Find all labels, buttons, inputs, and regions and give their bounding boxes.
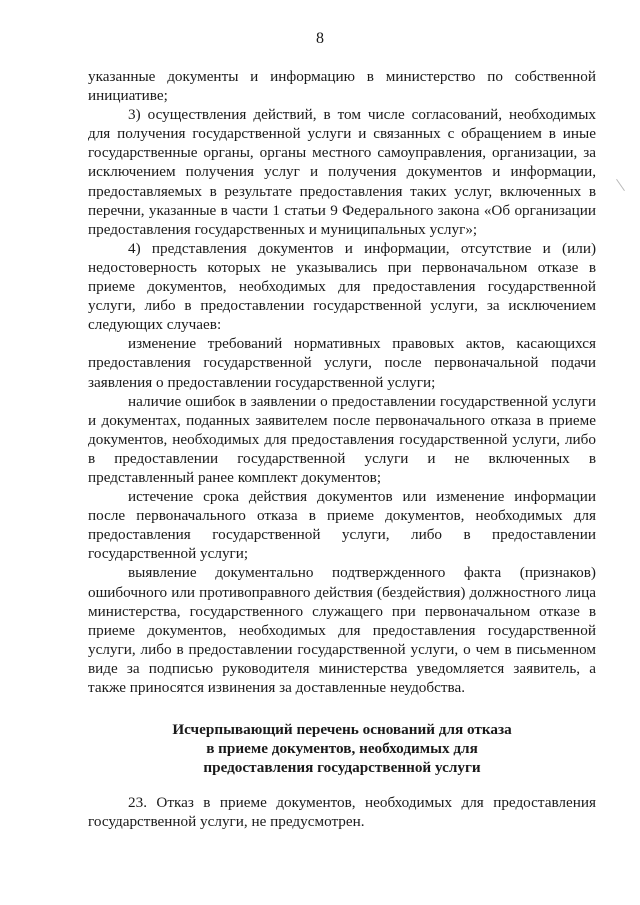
- section-heading-line: Исчерпывающий перечень оснований для отказа: [172, 721, 512, 738]
- page-number: 8: [316, 30, 324, 47]
- section-heading-line: в приеме документов, необходимых для: [206, 740, 478, 758]
- paragraph-item-4: 4) представления документов и информации, отсутствие и (или) недостоверность которых не указывались при первоначальном отказе в приеме документов, необходимых для предоставления государственной услуги, либо в предоставлении государственной услуги, за исключением следующих случаев:: [88, 239, 596, 334]
- paragraph-item-23: 23. Отказ в приеме документов, необходимых для предоставления государственной услуги, не предусмотрен.: [88, 794, 596, 831]
- closing-section: [88, 793, 596, 831]
- paragraph-continuation: указанные документы и информацию в министерство по собственной инициативе;: [88, 68, 596, 105]
- margin-mark: [616, 179, 625, 191]
- paragraph-case-1: изменение требований нормативных правовых актов, касающихся предоставления государственной услуги, после первоначальной подачи заявления о предоставлении государственной услуги;: [88, 335, 596, 391]
- paragraph-item-3: 3) осуществления действий, в том числе согласований, необходимых для получения государственной услуги и связанных с обращением в иные государственные органы, органы местного самоуправления, организации, за исключением получения услуг и получения документов и информации, предоставляемых в результате предоставления таких услуг, включенных в перечни, указанные в части 1 статьи 9 Федерального закона «Об организации предоставления государственных и муниципальных услуг»;: [88, 106, 596, 238]
- paragraph-case-3: истечение срока действия документов или изменение информации после первоначального отказа в приеме документов, необходимых для предоставления государственной услуги, либо в предоставлении государственной услуги;: [88, 488, 596, 563]
- section-heading-line: предоставления государственной услуги: [203, 759, 481, 777]
- document-body: [88, 67, 596, 697]
- paragraph-case-4: выявление документально подтвержденного факта (признаков) ошибочного или противоправного действия (бездействия) должностного лица министерства, государственного служащего при первоначальном отказе в приеме документов, необходимых для предоставления государственной услуги, либо в предоставлении государственной услуги, о чем в письменном виде за подписью руководителя министерства уведомляется заявитель, а также приносятся извинения за доставленные неудобства.: [88, 564, 596, 696]
- section-heading: [88, 720, 596, 777]
- paragraph-case-2: наличие ошибок в заявлении о предоставлении государственной услуги и документах, поданных заявителем после первоначального отказа в приеме документов, необходимых для предоставления государственной услуги, либо в предоставлении государственной услуги и не включенных в представленный ранее комплект документов;: [88, 392, 596, 486]
